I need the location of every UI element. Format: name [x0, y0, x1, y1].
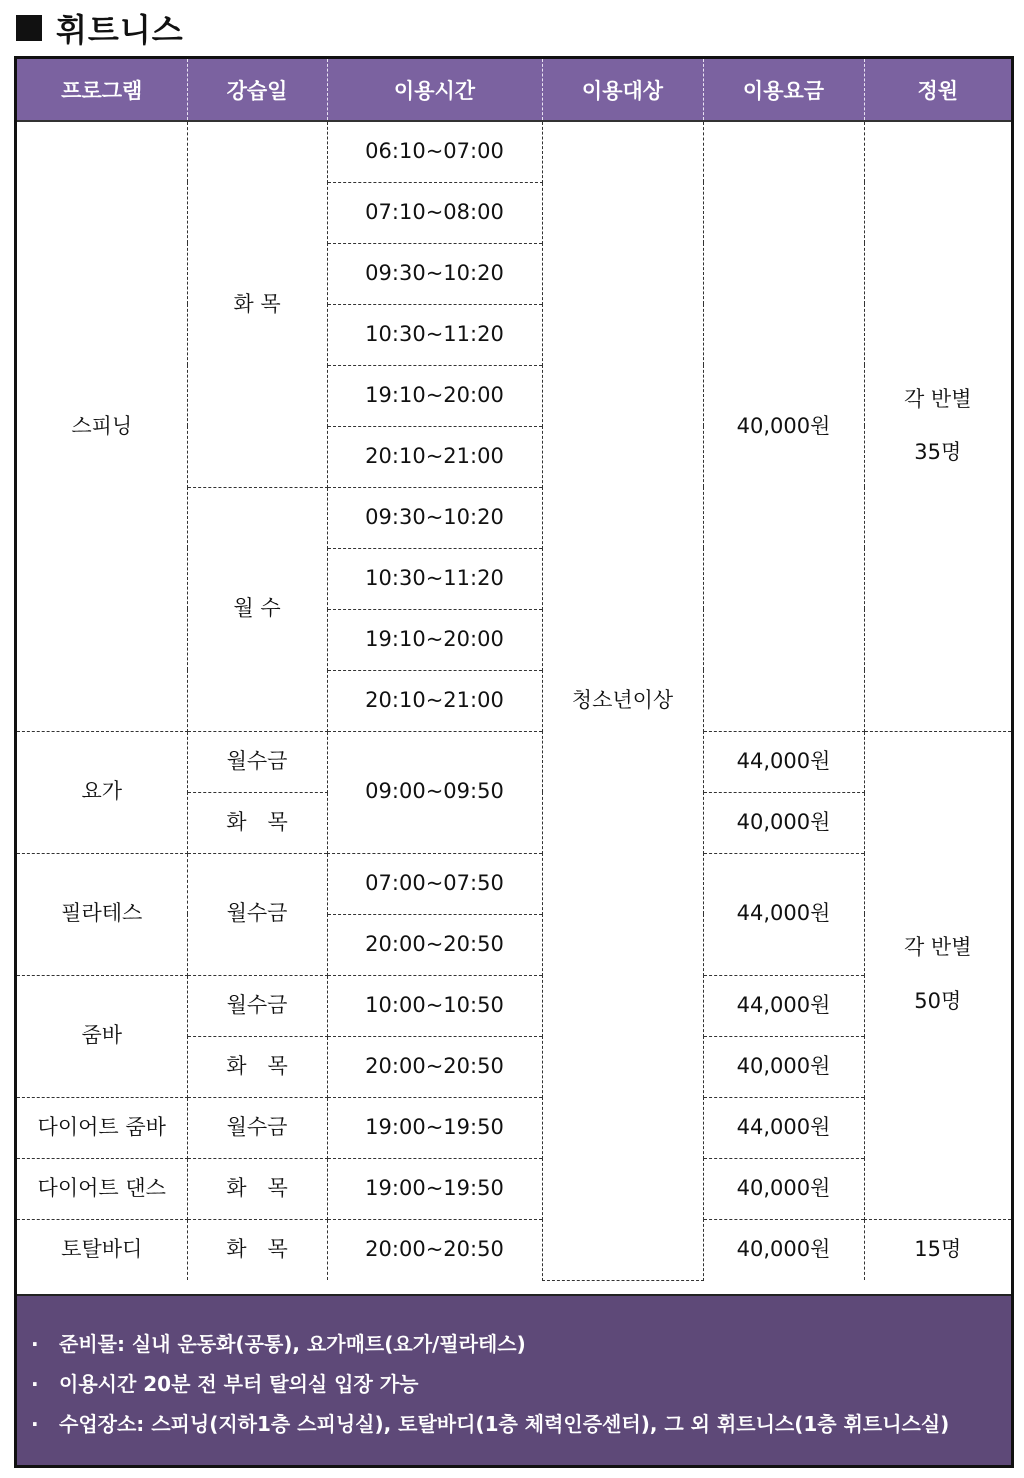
fee-cell: 44,000원: [703, 731, 864, 792]
bullet-icon: ·: [31, 1412, 39, 1436]
fee-cell: 40,000원: [703, 1036, 864, 1097]
list-item: [17, 1404, 1011, 1444]
time-cell: 19:00~19:50: [327, 1158, 542, 1219]
program-total-body: 토탈바디: [17, 1219, 187, 1280]
table-row: [17, 1158, 1011, 1219]
black-square-icon: [16, 15, 42, 41]
bullet-icon: ·: [31, 1372, 39, 1396]
program-yoga: 요가: [17, 731, 187, 853]
program-diet-zumba: 다이어트 줌바: [17, 1097, 187, 1158]
note-text: 이용시간 20분 전 부터 탈의실 입장 가능: [59, 1372, 419, 1396]
header-program: 프로그램: [17, 59, 187, 121]
capacity-total-body: 15명: [864, 1219, 1011, 1280]
fee-cell: 40,000원: [703, 1158, 864, 1219]
header-time: 이용시간: [327, 59, 542, 121]
time-cell: 09:30~10:20: [327, 243, 542, 304]
fee-pilates: 44,000원: [703, 853, 864, 975]
day-spinning-mon-wed: 월 수: [187, 487, 327, 731]
table-row: [17, 1219, 1011, 1280]
page-title: 휘트니스: [56, 11, 184, 49]
table-row: [17, 853, 1011, 914]
day-cell: 화 목: [187, 1158, 327, 1219]
fee-cell: 40,000원: [703, 792, 864, 853]
list-item: [17, 1364, 1011, 1404]
program-pilates: 필라테스: [17, 853, 187, 975]
program-diet-dance: 다이어트 댄스: [17, 1158, 187, 1219]
time-cell: 10:30~11:20: [327, 304, 542, 365]
time-cell: 06:10~07:00: [327, 121, 542, 182]
capacity-spinning: [864, 121, 1011, 731]
list-item: [17, 1324, 1011, 1364]
day-cell: 월수금: [187, 853, 327, 975]
header-target: 이용대상: [542, 59, 703, 121]
header-day: 강습일: [187, 59, 327, 121]
table-row: [17, 1097, 1011, 1158]
time-cell: 20:10~21:00: [327, 670, 542, 731]
day-cell: 월수금: [187, 1097, 327, 1158]
day-cell: 월수금: [187, 975, 327, 1036]
bullet-icon: ·: [31, 1332, 39, 1356]
page-title-block: [16, 6, 184, 50]
capacity-count: 35명: [914, 440, 962, 465]
time-cell: 10:30~11:20: [327, 548, 542, 609]
fee-cell: 44,000원: [703, 975, 864, 1036]
schedule-frame: [14, 56, 1014, 1468]
time-cell: 20:00~20:50: [327, 914, 542, 975]
table-row: [17, 731, 1011, 792]
target-cell: 청소년이상: [542, 121, 703, 1280]
time-cell: 10:00~10:50: [327, 975, 542, 1036]
notes-box: [17, 1294, 1011, 1465]
fee-spinning: 40,000원: [703, 121, 864, 731]
schedule-table: [17, 59, 1011, 1281]
header-fee: 이용요금: [703, 59, 864, 121]
time-cell: 19:00~19:50: [327, 1097, 542, 1158]
time-cell: 20:00~20:50: [327, 1036, 542, 1097]
capacity-label: 각 반별: [903, 386, 972, 411]
time-cell: 09:30~10:20: [327, 487, 542, 548]
header-capacity: 정원: [864, 59, 1011, 121]
time-cell: 19:10~20:00: [327, 609, 542, 670]
table-row: [17, 975, 1011, 1036]
day-cell: 화 목: [187, 1219, 327, 1280]
time-cell: 19:10~20:00: [327, 365, 542, 426]
day-spinning-tue-thu: 화 목: [187, 121, 327, 487]
note-text: 준비물: 실내 운동화(공통), 요가매트(요가/필라테스): [59, 1332, 526, 1356]
capacity-label: 각 반별: [903, 935, 972, 960]
program-zumba: 줌바: [17, 975, 187, 1097]
table-header-row: [17, 59, 1011, 121]
day-cell: 화 목: [187, 1036, 327, 1097]
time-cell: 20:00~20:50: [327, 1219, 542, 1280]
day-cell: 화 목: [187, 792, 327, 853]
time-yoga: 09:00~09:50: [327, 731, 542, 853]
fee-cell: 40,000원: [703, 1219, 864, 1280]
fee-cell: 44,000원: [703, 1097, 864, 1158]
capacity-count: 50명: [914, 989, 962, 1013]
notes-list: [17, 1324, 1011, 1444]
time-cell: 07:10~08:00: [327, 182, 542, 243]
time-cell: 07:00~07:50: [327, 853, 542, 914]
program-spinning: 스피닝: [17, 121, 187, 731]
table-row: [17, 121, 1011, 182]
note-text: 수업장소: 스피닝(지하1층 스피닝실), 토탈바디(1층 체력인증센터), 그 외 휘트니스(1층 휘트니스실): [59, 1412, 950, 1436]
time-cell: 20:10~21:00: [327, 426, 542, 487]
day-cell: 월수금: [187, 731, 327, 792]
capacity-group: [864, 731, 1011, 1219]
